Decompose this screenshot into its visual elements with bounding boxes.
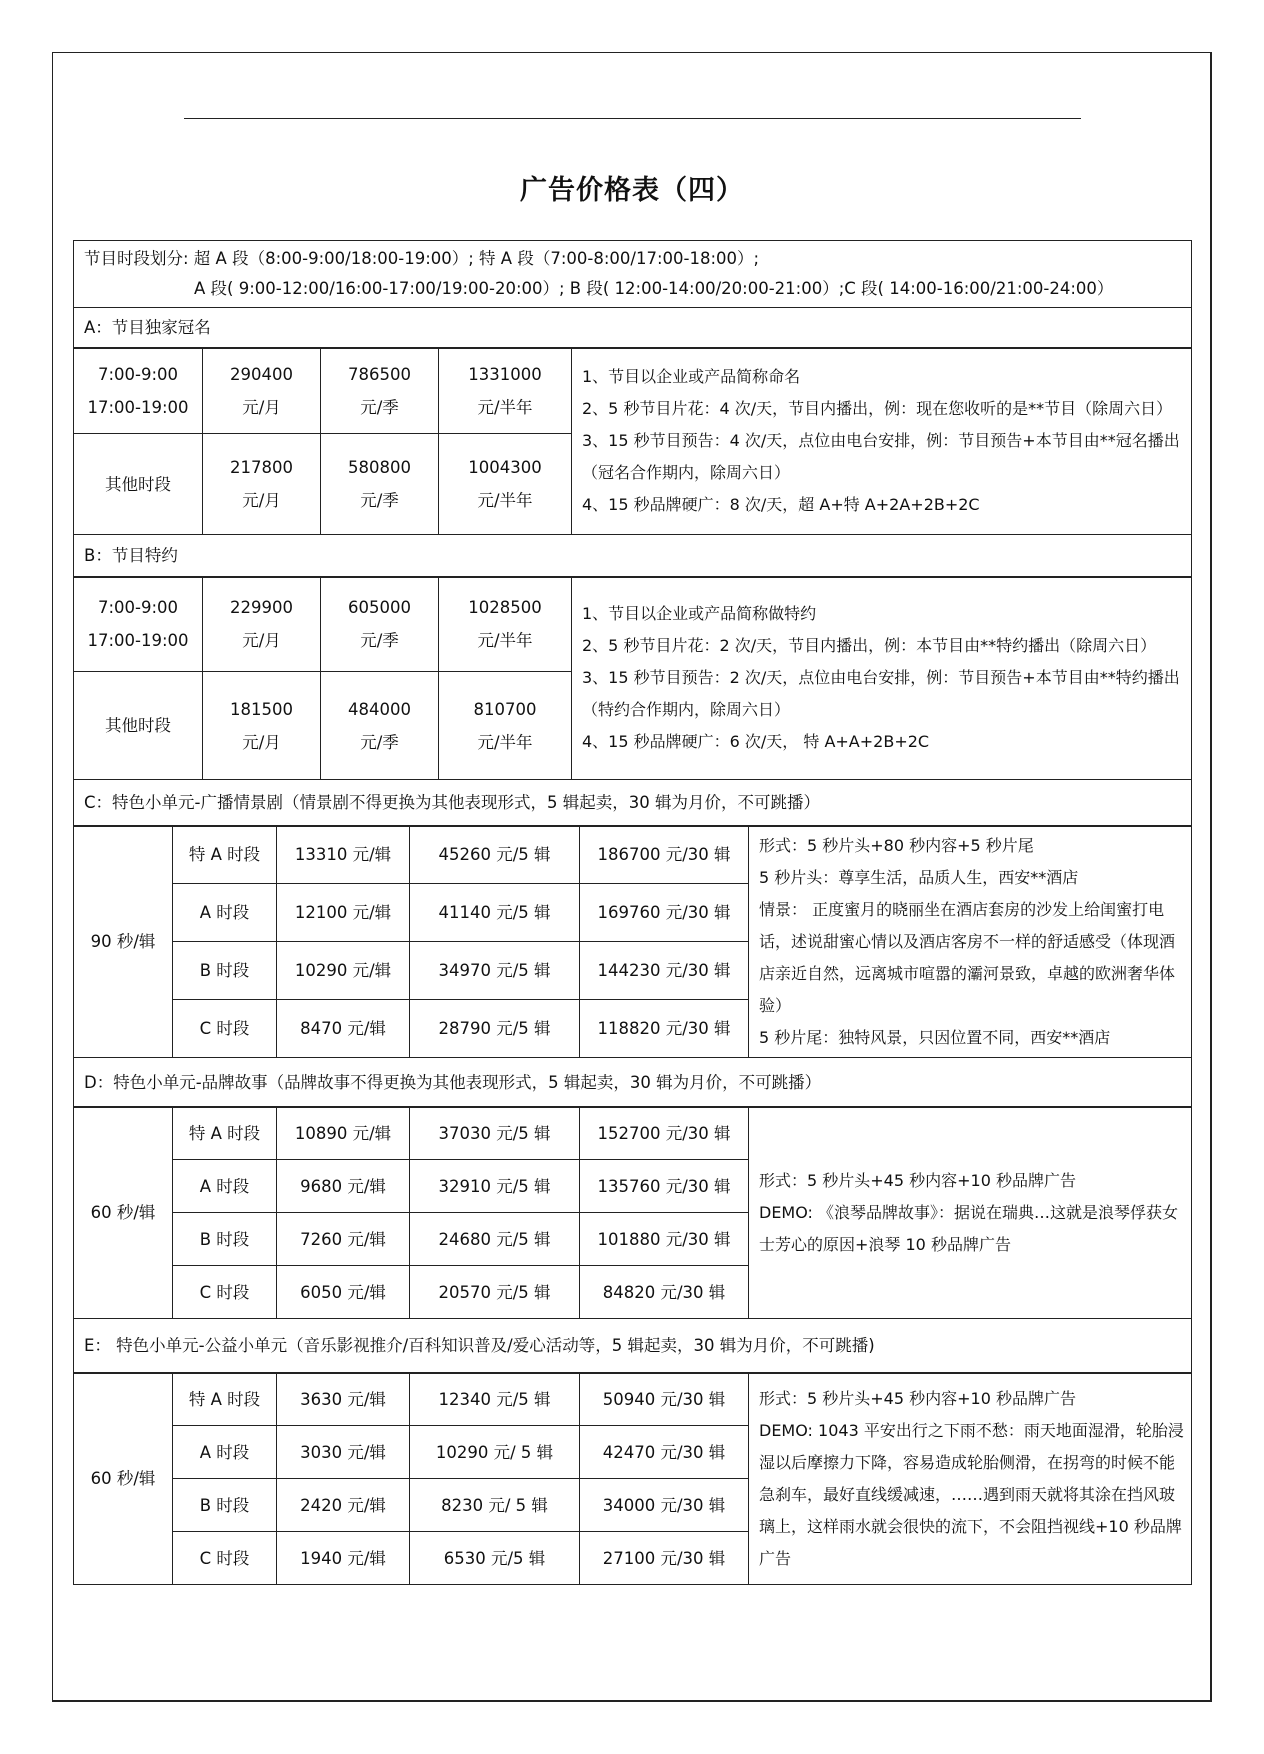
price-unit: 元/月 bbox=[242, 491, 281, 510]
period-text: 其他时段 bbox=[105, 716, 171, 735]
price-cell bbox=[203, 672, 321, 780]
price-cell bbox=[203, 434, 321, 535]
period-text: 7:00-9:00 bbox=[97, 598, 179, 617]
time-division-line2: A 段( 9:00-12:00/16:00-17:00/19:00-20:00）; B 段( 12:00-14:00/20:00-21:00）;C 段( 14:00-16:00/21:00-24:00） bbox=[194, 279, 1114, 298]
period-cell: 特 A 时段 bbox=[173, 1373, 277, 1426]
price-value: 229900 bbox=[230, 598, 293, 617]
price-cell: 37030 元/5 辑 bbox=[410, 1107, 580, 1160]
note-item: 2、5 秒节目片花：2 次/天，节目内播出，例：本节目由**特约播出（除周六日） bbox=[582, 636, 1157, 655]
period-cell bbox=[74, 434, 203, 535]
price-row bbox=[74, 826, 1192, 884]
price-value: 181500 bbox=[230, 699, 293, 719]
price-row bbox=[74, 1107, 1192, 1160]
note-item: 4、15 秒品牌硬广：8 次/天，超 A+特 A+2A+2B+2C bbox=[582, 495, 980, 514]
price-cell bbox=[439, 434, 572, 535]
price-cell: 10290 元/辑 bbox=[277, 942, 410, 1000]
section-label: C：特色小单元-广播情景剧（情景剧不得更换为其他表现形式，5 辑起卖，30 辑为月价，不可跳播） bbox=[74, 779, 1192, 826]
time-division-table bbox=[73, 240, 1192, 308]
period-cell: B 时段 bbox=[173, 1213, 277, 1266]
price-value: 580800 bbox=[348, 458, 411, 477]
price-cell: 20570 元/5 辑 bbox=[410, 1266, 580, 1319]
price-cell bbox=[439, 577, 572, 672]
section_c-prices bbox=[73, 825, 1192, 1058]
price-cell: 28790 元/5 辑 bbox=[410, 1000, 580, 1058]
price-cell: 9680 元/辑 bbox=[277, 1160, 410, 1213]
notes-cell: 形式：5 秒片头+45 秒内容+10 秒品牌广告 DEMO: 1043 平安出行之下雨不愁：雨天地面湿滑，轮胎浸湿以后摩擦力下降，容易造成轮胎侧滑，在拐弯的时候不能急刹车，最好直线缓减速，……遇到雨天就将其涂在挡风玻璃上，这样雨水就会很快的流下，不会阻挡视线+10 秒品牌广告 bbox=[749, 1373, 1192, 1585]
price-cell: 45260 元/5 辑 bbox=[410, 826, 580, 884]
price-unit: 元/月 bbox=[242, 732, 281, 752]
period-cell: C 时段 bbox=[173, 1266, 277, 1319]
period-cell bbox=[74, 348, 203, 434]
section-label: A：节目独家冠名 bbox=[74, 307, 1192, 348]
price-value: 786500 bbox=[348, 364, 411, 384]
price-table bbox=[73, 240, 1192, 1585]
price-unit: 元/季 bbox=[360, 631, 399, 650]
price-cell: 84820 元/30 辑 bbox=[580, 1266, 749, 1319]
note-item: 4、15 秒品牌硬广：6 次/天， 特 A+A+2B+2C bbox=[582, 732, 930, 751]
price-unit: 元/季 bbox=[360, 397, 399, 417]
price-value: 810700 bbox=[473, 699, 537, 719]
price-cell bbox=[321, 434, 439, 535]
period-cell: A 时段 bbox=[173, 1426, 277, 1479]
note-item: 1、节目以企业或产品简称命名 bbox=[582, 367, 801, 386]
price-unit: 元/半年 bbox=[477, 491, 533, 510]
unit-cell: 90 秒/辑 bbox=[74, 826, 173, 1058]
price-cell: 118820 元/30 辑 bbox=[580, 1000, 749, 1058]
notes-cell bbox=[572, 348, 1192, 535]
notes-cell bbox=[572, 577, 1192, 780]
price-cell bbox=[321, 577, 439, 672]
note-item: 1、节目以企业或产品简称做特约 bbox=[582, 604, 817, 623]
price-unit: 元/月 bbox=[242, 631, 281, 650]
price-cell: 8230 元/ 5 辑 bbox=[410, 1479, 580, 1532]
period-cell: A 时段 bbox=[173, 1160, 277, 1213]
unit-cell: 60 秒/辑 bbox=[74, 1107, 173, 1319]
price-cell: 12340 元/5 辑 bbox=[410, 1373, 580, 1426]
period-cell: 特 A 时段 bbox=[173, 1107, 277, 1160]
period-text: 7:00-9:00 bbox=[97, 364, 179, 384]
section-label: D：特色小单元-品牌故事（品牌故事不得更换为其他表现形式，5 辑起卖，30 辑为月价，不可跳播） bbox=[74, 1057, 1192, 1107]
price-cell: 10290 元/ 5 辑 bbox=[410, 1426, 580, 1479]
price-value: 217800 bbox=[230, 458, 293, 477]
price-cell: 152700 元/30 辑 bbox=[580, 1107, 749, 1160]
price-cell: 42470 元/30 辑 bbox=[580, 1426, 749, 1479]
section_a-label-table bbox=[73, 307, 1192, 349]
notes-cell: 形式：5 秒片头+80 秒内容+5 秒片尾 5 秒片头：尊享生活，品质人生，西安**酒店 情景： 正度蜜月的晓丽坐在酒店套房的沙发上给闺蜜打电话，述说甜蜜心情以及酒店客房不一样的舒适感受（体现酒店亲近自然，远离城市喧嚣的灞河景致，卓越的欧洲奢华体验） 5 秒片尾：独特风景，只因位置不同，西安**酒店 bbox=[749, 826, 1192, 1058]
notes-cell: 形式：5 秒片头+45 秒内容+10 秒品牌广告 DEMO: 《浪琴品牌故事》：据说在瑞典…这就是浪琴俘获女士芳心的原因+浪琴 10 秒品牌广告 bbox=[749, 1107, 1192, 1319]
time-division-cell bbox=[74, 241, 1192, 308]
price-cell bbox=[321, 672, 439, 780]
note-item: 3、15 秒节目预告：2 次/天，点位由电台安排，例：节目预告+本节目由**特约播出（特约合作期内，除周六日） bbox=[582, 668, 1180, 719]
price-cell bbox=[439, 348, 572, 434]
price-cell: 34000 元/30 辑 bbox=[580, 1479, 749, 1532]
section-label: B：节目特约 bbox=[74, 534, 1192, 577]
price-cell: 2420 元/辑 bbox=[277, 1479, 410, 1532]
price-cell bbox=[203, 577, 321, 672]
price-unit: 元/月 bbox=[242, 397, 281, 417]
price-cell: 10890 元/辑 bbox=[277, 1107, 410, 1160]
period-cell bbox=[74, 672, 203, 780]
period-cell bbox=[74, 577, 203, 672]
price-cell: 27100 元/30 辑 bbox=[580, 1532, 749, 1585]
price-cell: 6050 元/辑 bbox=[277, 1266, 410, 1319]
period-cell: B 时段 bbox=[173, 1479, 277, 1532]
period-text: 17:00-19:00 bbox=[87, 631, 189, 650]
section_a-prices bbox=[73, 347, 1192, 535]
price-cell: 24680 元/5 辑 bbox=[410, 1213, 580, 1266]
price-value: 605000 bbox=[348, 598, 411, 617]
price-cell: 1940 元/辑 bbox=[277, 1532, 410, 1585]
price-row bbox=[74, 348, 1192, 434]
price-cell: 34970 元/5 辑 bbox=[410, 942, 580, 1000]
price-value: 484000 bbox=[348, 699, 411, 719]
unit-cell: 60 秒/辑 bbox=[74, 1373, 173, 1585]
price-unit: 元/半年 bbox=[477, 397, 533, 417]
price-value: 290400 bbox=[230, 364, 293, 384]
price-cell: 186700 元/30 辑 bbox=[580, 826, 749, 884]
period-cell: B 时段 bbox=[173, 942, 277, 1000]
price-row bbox=[74, 1373, 1192, 1426]
price-cell: 50940 元/30 辑 bbox=[580, 1373, 749, 1426]
price-value: 1331000 bbox=[468, 364, 542, 384]
price-value: 1028500 bbox=[468, 598, 542, 617]
section_c-label-table bbox=[73, 779, 1192, 827]
note-item: 2、5 秒节目片花：4 次/天，节目内播出，例：现在您收听的是**节目（除周六日） bbox=[582, 399, 1173, 418]
period-cell: A 时段 bbox=[173, 884, 277, 942]
period-text: 17:00-19:00 bbox=[87, 397, 189, 417]
header-rule bbox=[184, 118, 1081, 119]
price-cell: 169760 元/30 辑 bbox=[580, 884, 749, 942]
price-unit: 元/半年 bbox=[477, 732, 533, 752]
price-cell: 7260 元/辑 bbox=[277, 1213, 410, 1266]
price-cell bbox=[439, 672, 572, 780]
price-unit: 元/季 bbox=[360, 491, 399, 510]
section_b-label-table bbox=[73, 534, 1192, 578]
period-cell: 特 A 时段 bbox=[173, 826, 277, 884]
price-cell: 13310 元/辑 bbox=[277, 826, 410, 884]
page-title: 广告价格表（四） bbox=[520, 175, 744, 206]
section_d-label-table bbox=[73, 1057, 1192, 1108]
price-cell: 8470 元/辑 bbox=[277, 1000, 410, 1058]
price-cell: 101880 元/30 辑 bbox=[580, 1213, 749, 1266]
price-value: 1004300 bbox=[468, 458, 542, 477]
price-cell: 135760 元/30 辑 bbox=[580, 1160, 749, 1213]
period-cell: C 时段 bbox=[173, 1532, 277, 1585]
price-cell: 12100 元/辑 bbox=[277, 884, 410, 942]
section_e-prices bbox=[73, 1372, 1192, 1585]
section_d-prices bbox=[73, 1106, 1192, 1319]
period-text: 其他时段 bbox=[105, 474, 171, 494]
section_b-prices bbox=[73, 576, 1192, 780]
price-cell: 32910 元/5 辑 bbox=[410, 1160, 580, 1213]
price-cell: 41140 元/5 辑 bbox=[410, 884, 580, 942]
section_e-label-table bbox=[73, 1318, 1192, 1374]
period-cell: C 时段 bbox=[173, 1000, 277, 1058]
price-unit: 元/季 bbox=[360, 732, 399, 752]
note-item: 3、15 秒节目预告：4 次/天，点位由电台安排，例：节目预告+本节目由**冠名播出（冠名合作期内，除周六日） bbox=[582, 431, 1180, 482]
price-cell: 3030 元/辑 bbox=[277, 1426, 410, 1479]
price-cell: 3630 元/辑 bbox=[277, 1373, 410, 1426]
price-cell bbox=[321, 348, 439, 434]
price-unit: 元/半年 bbox=[477, 631, 533, 650]
section-label: E： 特色小单元-公益小单元（音乐影视推介/百科知识普及/爱心活动等，5 辑起卖，30 辑为月价，不可跳播) bbox=[74, 1318, 1192, 1373]
price-row bbox=[74, 577, 1192, 672]
price-cell bbox=[203, 348, 321, 434]
price-cell: 6530 元/5 辑 bbox=[410, 1532, 580, 1585]
price-cell: 144230 元/30 辑 bbox=[580, 942, 749, 1000]
time-division-line1: 节目时段划分: 超 A 段（8:00-9:00/18:00-19:00）; 特 A 段（7:00-8:00/17:00-18:00）; bbox=[84, 249, 760, 268]
